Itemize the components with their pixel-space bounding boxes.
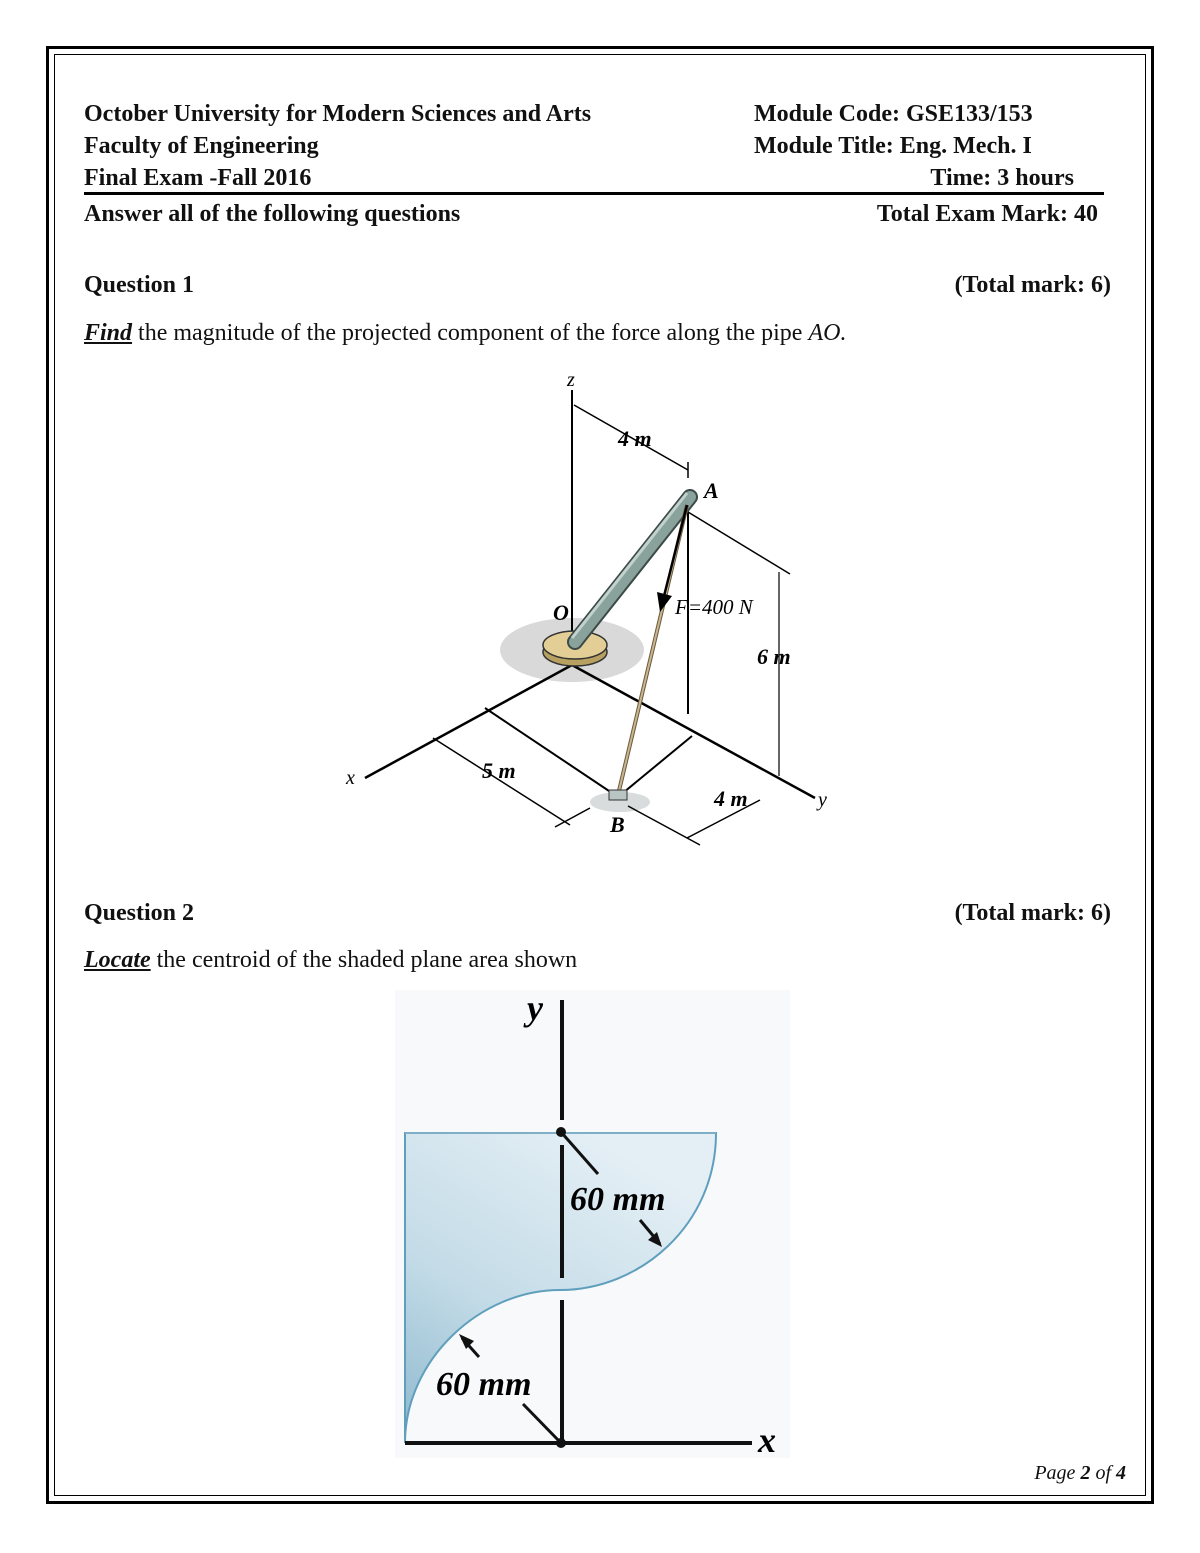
anchor-b xyxy=(609,790,627,800)
x-label: x xyxy=(758,1420,776,1460)
module-code: Module Code: GSE133/153 xyxy=(754,101,1033,127)
exam-time: Time: 3 hours xyxy=(930,165,1074,191)
q1-mark: (Total mark: 6) xyxy=(954,272,1111,298)
header-left xyxy=(84,98,591,194)
q2-text: the centroid of the shaded plane area shown xyxy=(150,947,578,973)
radius-bottom-label: 60 mm xyxy=(436,1366,532,1403)
dim-4m-top-label: 4 m xyxy=(618,426,652,451)
y-label: y xyxy=(527,990,543,1028)
q2-statement xyxy=(84,945,577,975)
instruction: Answer all of the following questions xyxy=(84,201,461,227)
q1-text: the magnitude of the projected component of the force along the pipe xyxy=(132,320,809,346)
radius-top-label: 60 mm xyxy=(570,1181,666,1218)
q1-title: Question 1 xyxy=(84,272,195,298)
q1-pipe: AO. xyxy=(808,320,847,346)
dim-4m-bottom xyxy=(628,806,700,845)
header-rule xyxy=(84,192,1104,195)
exam-name: Final Exam -Fall 2016 xyxy=(84,165,312,191)
q2-title: Question 2 xyxy=(84,900,195,926)
module-title: Module Title: Eng. Mech. I xyxy=(754,133,1032,159)
point-b-label: B xyxy=(610,812,625,837)
q1-figure xyxy=(330,360,870,860)
y-label: y xyxy=(818,789,827,811)
page-footer xyxy=(1034,1462,1126,1485)
dim-6m-label: 6 m xyxy=(757,644,791,669)
footer-total: 4 xyxy=(1116,1462,1126,1484)
x-label: x xyxy=(346,767,355,789)
dim-4m-bottom-label: 4 m xyxy=(714,786,748,811)
point-a-label: A xyxy=(704,478,719,503)
force-arrowhead xyxy=(657,592,672,612)
q2-mark: (Total mark: 6) xyxy=(954,900,1111,926)
footer-page: 2 xyxy=(1080,1462,1091,1484)
header-right xyxy=(754,98,1074,194)
q2-figure xyxy=(395,990,795,1460)
height-extension xyxy=(688,512,790,574)
footer-of: of xyxy=(1090,1462,1116,1484)
university-name: October University for Modern Sciences and Arts xyxy=(84,101,592,127)
point-o-label: O xyxy=(553,600,569,625)
total-exam-mark: Total Exam Mark: 40 xyxy=(876,201,1098,227)
z-label: z xyxy=(567,369,575,391)
dim-5m-label: 5 m xyxy=(482,758,516,783)
footer-prefix: Page xyxy=(1034,1462,1081,1484)
faculty-name: Faculty of Engineering xyxy=(84,133,319,159)
q2-verb: Locate xyxy=(84,947,151,973)
q1-statement xyxy=(84,318,846,348)
force-label: F=400 N xyxy=(675,595,753,619)
q1-verb: Find xyxy=(84,320,133,346)
